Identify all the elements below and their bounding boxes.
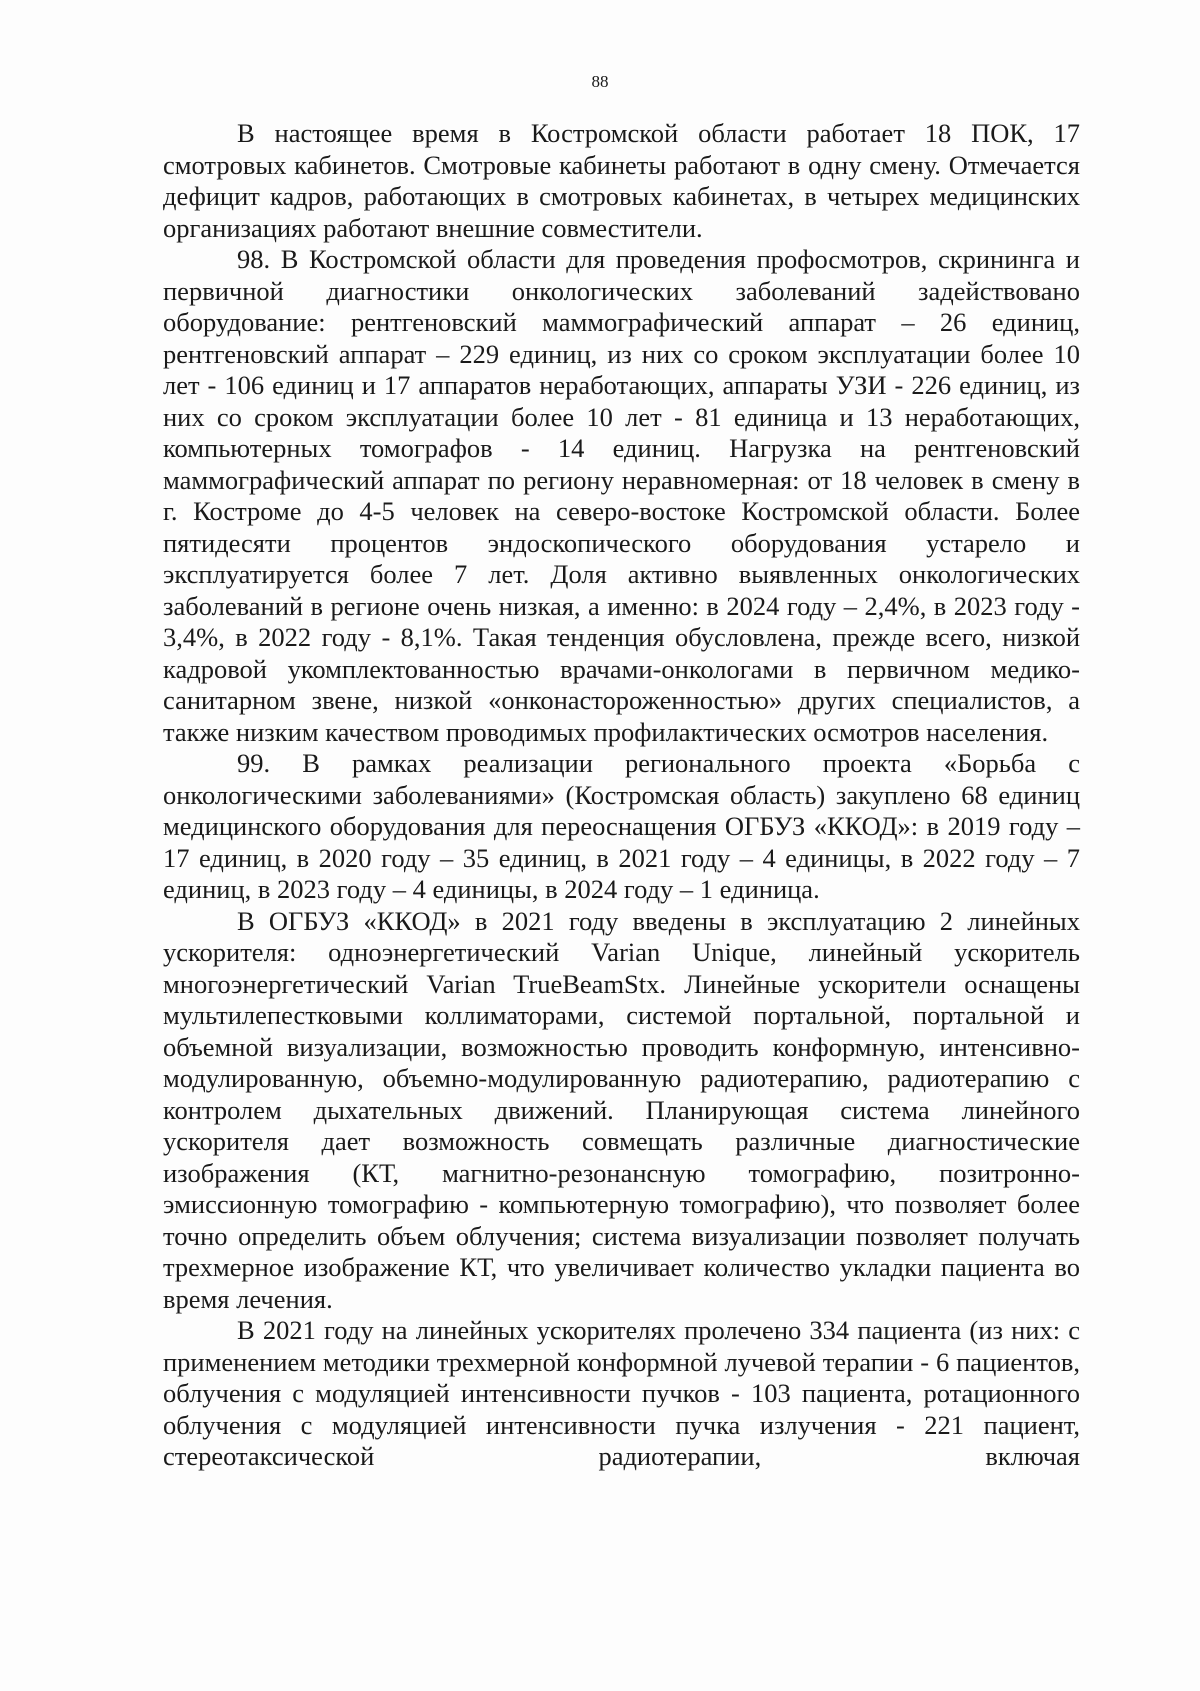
paragraph-treated-patients: В 2021 году на линейных ускорителях пролечено 334 пациента (из них: с применением методики трехмерной конформной лучевой терапии - 6 пациентов, облучения с модуляцией интенсивности пучков - 103 пациента, ротационного облучения с модуляцией интенсивности пучка излучения - 221 пациент, стереотаксической радиотерапии, включая xyxy=(163,1315,1080,1471)
paragraph-screening-rooms: В настоящее время в Костромской области работает 18 ПОК, 17 смотровых кабинетов. Смотровые кабинеты работают в одну смену. Отмечается дефицит кадров, работающих в смотровых кабинетах, в четырех медицинских организациях работают внешние совместители. xyxy=(163,118,1080,243)
paragraph-linear-accelerators: В ОГБУЗ «ККОД» в 2021 году введены в эксплуатацию 2 линейных ускорителя: одноэнергетический Varian Unique, линейный ускоритель многоэнергетический Varian TrueBeamStx. Линейные ускорители оснащены мультилепестковыми коллиматорами, системой портальной, портальной и объемной визуализации, возможностью проводить конформную, интенсивно-модулированную, объемно-модулированную радиотерапию, радиотерапию с контролем дыхательных движений. Планирующая система линейного ускорителя дает возможность совмещать различные диагностические изображения (КТ, магнитно-резонансную томографию, позитронно-эмиссионную томографию - компьютерную томографию), что позволяет более точно определить объем облучения; система визуализации позволяет получать трехмерное изображение КТ, что увеличивает количество укладки пациента во время лечения. xyxy=(163,905,1080,1314)
paragraph-99-regional-project: 99. В рамках реализации регионального проекта «Борьба с онкологическими заболеваниями» (Костромская область) закуплено 68 единиц медицинского оборудования для переоснащения ОГБУЗ «ККОД»: в 2019 году – 17 единиц, в 2020 году – 35 единиц, в 2021 году – 4 единицы, в 2022 году – 7 единиц, в 2023 году – 4 единицы, в 2024 году – 1 единица. xyxy=(163,748,1080,904)
paragraph-98-equipment: 98. В Костромской области для проведения профосмотров, скрининга и первичной диагностики онкологических заболеваний задействовано оборудование: рентгеновский маммографический аппарат – 26 единиц, рентгеновский аппарат – 229 единиц, из них со сроком эксплуатации более 10 лет - 106 единиц и 17 аппаратов неработающих, аппараты УЗИ - 226 единиц, из них со сроком эксплуатации более 10 лет - 81 единица и 13 неработающих, компьютерных томографов - 14 единиц. Нагрузка на рентгеновский маммографический аппарат по региону неравномерная: от 18 человек в смену в г. Костроме до 4-5 человек на северо-востоке Костромской области. Более пятидесяти процентов эндоскопического оборудования устарело и эксплуатируется более 7 лет. Доля активно выявленных онкологических заболеваний в регионе очень низкая, а именно: в 2024 году – 2,4%, в 2023 году - 3,4%, в 2022 году - 8,1%. Такая тенденция обусловлена, прежде всего, низкой кадровой укомплектованностью врачами-онкологами в первичном медико-санитарном звене, низкой «онконастороженностью» других специалистов, а также низким качеством проводимых профилактических осмотров населения. xyxy=(163,244,1080,747)
document-body xyxy=(163,118,1080,1473)
page-number: 88 xyxy=(591,72,609,91)
